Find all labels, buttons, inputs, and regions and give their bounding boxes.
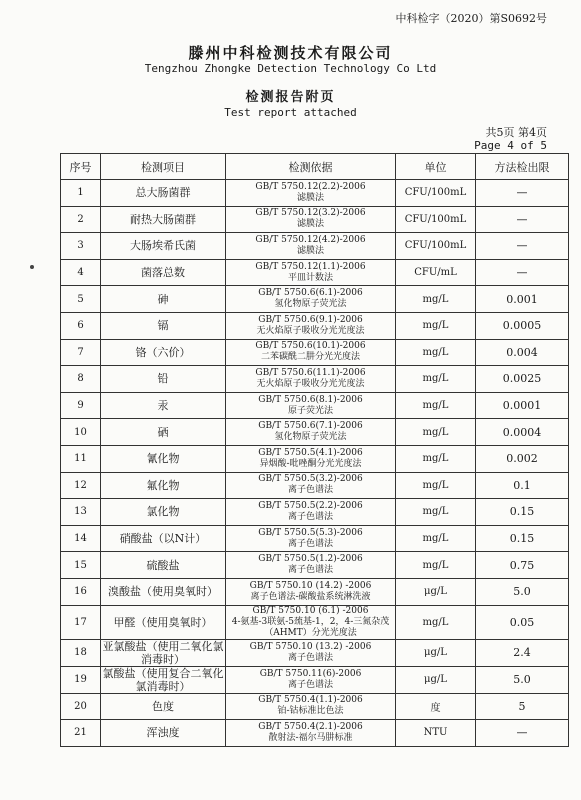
unit: mg/L	[396, 286, 476, 313]
detection-limit: 0.0025	[476, 366, 569, 393]
test-basis	[226, 286, 396, 313]
header-basis: 检测依据	[226, 154, 396, 180]
test-item: 耐热大肠菌群	[101, 206, 226, 233]
standard-code: GB/T 5750.5(2.2)-2006	[258, 500, 363, 511]
test-item: 硫酸盐	[101, 552, 226, 579]
detection-limit: 5.0	[476, 666, 569, 693]
test-basis	[226, 366, 396, 393]
header-item: 检测项目	[101, 154, 226, 180]
method-name: 平皿计数法	[287, 272, 333, 283]
detection-limit: 0.001	[476, 286, 569, 313]
row-number: 5	[61, 286, 101, 313]
method-name: 滤膜法	[296, 219, 324, 230]
test-basis	[226, 180, 396, 207]
method-name: 异烟酸-吡唑酮分光光度法	[259, 458, 362, 469]
row-number: 21	[61, 720, 101, 747]
row-number: 1	[61, 180, 101, 207]
method-name: 离子色谱法-碳酸盐系统淋洗液	[250, 591, 371, 602]
method-name: 离子色谱法	[287, 565, 333, 576]
row-number: 20	[61, 693, 101, 720]
standard-code: GB/T 5750.12(1.1)-2006	[255, 261, 366, 272]
table-row	[61, 233, 569, 260]
test-basis	[226, 552, 396, 579]
row-number: 16	[61, 578, 101, 605]
standard-code: GB/T 5750.4(1.1)-2006	[258, 695, 363, 706]
detection-limit: —	[476, 259, 569, 286]
standard-code: GB/T 5750.6(10.1)-2006	[255, 341, 366, 352]
unit: 度	[396, 693, 476, 720]
standard-code: GB/T 5750.6(9.1)-2006	[258, 314, 363, 325]
method-name: 离子色谱法	[287, 485, 333, 496]
detection-limit: 0.0001	[476, 392, 569, 419]
standard-code: GB/T 5750.5(3.2)-2006	[258, 474, 363, 485]
header-seq: 序号	[61, 154, 101, 180]
unit: mg/L	[396, 339, 476, 366]
row-number: 8	[61, 366, 101, 393]
test-item: 浑浊度	[101, 720, 226, 747]
test-basis	[226, 419, 396, 446]
row-number: 7	[61, 339, 101, 366]
unit: CFU/mL	[396, 259, 476, 286]
unit: mg/L	[396, 366, 476, 393]
table-row	[61, 578, 569, 605]
test-item: 色度	[101, 693, 226, 720]
method-name: 滤膜法	[296, 192, 324, 203]
detection-limit: 0.15	[476, 499, 569, 526]
test-basis	[226, 525, 396, 552]
standard-code: GB/T 5750.5(1.2)-2006	[258, 554, 363, 565]
table-row	[61, 445, 569, 472]
test-basis	[226, 339, 396, 366]
row-number: 11	[61, 445, 101, 472]
standard-code: GB/T 5750.12(2.2)-2006	[255, 181, 366, 192]
row-number: 9	[61, 392, 101, 419]
detection-limit: 0.1	[476, 472, 569, 499]
table-row	[61, 206, 569, 233]
unit: CFU/100mL	[396, 206, 476, 233]
unit: mg/L	[396, 552, 476, 579]
detection-limit: 2.4	[476, 639, 569, 666]
standard-code: GB/T 5750.12(4.2)-2006	[255, 234, 366, 245]
test-item: 砷	[101, 286, 226, 313]
unit: mg/L	[396, 419, 476, 446]
table-row	[61, 693, 569, 720]
detection-limit: 0.0004	[476, 419, 569, 446]
unit: NTU	[396, 720, 476, 747]
test-item: 氯化物	[101, 499, 226, 526]
row-number: 17	[61, 605, 101, 639]
unit: mg/L	[396, 499, 476, 526]
unit: mg/L	[396, 605, 476, 639]
standard-code: GB/T 5750.10 (13.2) -2006	[249, 641, 372, 652]
test-item: 铅	[101, 366, 226, 393]
test-item: 甲醛（使用臭氧时）	[101, 605, 226, 639]
table-row	[61, 312, 569, 339]
test-item: 溴酸盐（使用臭氧时）	[101, 578, 226, 605]
detection-limit: —	[476, 180, 569, 207]
test-results-table	[60, 153, 569, 747]
table-row	[61, 525, 569, 552]
standard-code: GB/T 5750.6(6.1)-2006	[258, 288, 363, 299]
method-name: 无火焰原子吸收分光光度法	[256, 325, 365, 336]
test-basis	[226, 312, 396, 339]
standard-code: GB/T 5750.10 (14.2) -2006	[249, 580, 372, 591]
table-row	[61, 720, 569, 747]
test-item: 氯酸盐（使用复合二氧化氯消毒时）	[102, 666, 224, 693]
test-basis	[226, 639, 396, 666]
test-item: 硒	[101, 419, 226, 446]
table-header-row	[61, 154, 569, 180]
unit: μg/L	[396, 666, 476, 693]
table-row	[61, 259, 569, 286]
table-row	[61, 419, 569, 446]
table-row	[61, 639, 569, 666]
test-item: 氟化物	[101, 472, 226, 499]
unit: CFU/100mL	[396, 180, 476, 207]
test-basis	[226, 206, 396, 233]
table-body	[61, 180, 569, 747]
table-row	[61, 472, 569, 499]
test-basis	[226, 259, 396, 286]
row-number: 19	[61, 666, 101, 693]
table-row	[61, 180, 569, 207]
row-number: 18	[61, 639, 101, 666]
test-item: 铬（六价）	[101, 339, 226, 366]
detection-limit: 0.004	[476, 339, 569, 366]
test-item: 汞	[101, 392, 226, 419]
test-basis	[226, 693, 396, 720]
method-name: 无火焰原子吸收分光光度法	[256, 378, 365, 389]
test-basis	[226, 720, 396, 747]
row-number: 4	[61, 259, 101, 286]
report-number: 中科检字（2020）第S0692号	[395, 12, 547, 25]
test-basis	[226, 666, 396, 693]
test-basis	[226, 392, 396, 419]
scan-speck	[30, 265, 34, 269]
method-name: 离子色谱法	[287, 538, 333, 549]
method-name: 4-氨基-3联氨-5巯基-1，2，4-三氮杂茂（AHMT）分光光度法	[231, 616, 390, 638]
detection-limit: —	[476, 233, 569, 260]
row-number: 14	[61, 525, 101, 552]
test-item: 硝酸盐（以N计）	[101, 525, 226, 552]
table-row	[61, 286, 569, 313]
standard-code: GB/T 5750.5(4.1)-2006	[258, 447, 363, 458]
unit: mg/L	[396, 312, 476, 339]
attached-title-cn: 检测报告附页	[245, 90, 336, 105]
test-basis	[226, 445, 396, 472]
standard-code: GB/T 5750.6(11.1)-2006	[255, 367, 366, 378]
test-item: 镉	[101, 312, 226, 339]
table-row	[61, 666, 569, 693]
method-name: 离子色谱法	[287, 652, 333, 663]
detection-limit: 5	[476, 693, 569, 720]
company-name-cn: 滕州中科检测技术有限公司	[188, 44, 393, 62]
table-row	[61, 499, 569, 526]
unit: mg/L	[396, 392, 476, 419]
row-number: 2	[61, 206, 101, 233]
test-item: 菌落总数	[101, 259, 226, 286]
method-name: 铂-钴标准比色法	[277, 706, 344, 717]
table-row	[61, 605, 569, 639]
table-row	[61, 366, 569, 393]
method-name: 散射法-福尔马肼标准	[268, 732, 353, 743]
test-basis	[226, 499, 396, 526]
row-number: 15	[61, 552, 101, 579]
detection-limit: 5.0	[476, 578, 569, 605]
detection-limit: 0.15	[476, 525, 569, 552]
unit: mg/L	[396, 525, 476, 552]
method-name: 二苯碳酰二肼分光光度法	[260, 352, 360, 363]
standard-code: GB/T 5750.6(8.1)-2006	[258, 394, 363, 405]
row-number: 12	[61, 472, 101, 499]
method-name: 滤膜法	[296, 245, 324, 256]
unit: μg/L	[396, 578, 476, 605]
method-name: 离子色谱法	[287, 679, 333, 690]
row-number: 13	[61, 499, 101, 526]
method-name: 离子色谱法	[287, 511, 333, 522]
method-name: 氢化物原子荧光法	[274, 299, 347, 310]
unit: μg/L	[396, 639, 476, 666]
standard-code: GB/T 5750.4(2.1)-2006	[258, 721, 363, 732]
detection-limit: 0.002	[476, 445, 569, 472]
unit: CFU/100mL	[396, 233, 476, 260]
company-name-en: Tengzhou Zhongke Detection Technology Co Ltd	[144, 62, 437, 75]
standard-code: GB/T 5750.10 (6.1) -2006	[252, 605, 369, 616]
test-basis	[226, 605, 396, 639]
method-name: 氢化物原子荧光法	[274, 432, 347, 443]
row-number: 3	[61, 233, 101, 260]
detection-limit: —	[476, 720, 569, 747]
standard-code: GB/T 5750.12(3.2)-2006	[255, 208, 366, 219]
detection-limit: 0.0005	[476, 312, 569, 339]
header-unit: 单位	[396, 154, 476, 180]
detection-limit: 0.75	[476, 552, 569, 579]
test-basis	[226, 472, 396, 499]
standard-code: GB/T 5750.5(5.3)-2006	[258, 527, 363, 538]
test-item: 大肠埃希氏菌	[101, 233, 226, 260]
test-item: 氰化物	[101, 445, 226, 472]
unit: mg/L	[396, 445, 476, 472]
row-number: 6	[61, 312, 101, 339]
test-basis	[226, 578, 396, 605]
method-name: 原子荧光法	[287, 405, 333, 416]
table-row	[61, 552, 569, 579]
page-count-en: Page 4 of 5	[474, 139, 547, 152]
table-row	[61, 392, 569, 419]
unit: mg/L	[396, 472, 476, 499]
test-basis	[226, 233, 396, 260]
table-row	[61, 339, 569, 366]
attached-title-en: Test report attached	[224, 106, 357, 119]
test-item: 亚氯酸盐（使用二氧化氯消毒时）	[102, 639, 224, 666]
detection-limit: —	[476, 206, 569, 233]
row-number: 10	[61, 419, 101, 446]
standard-code: GB/T 5750.6(7.1)-2006	[258, 421, 363, 432]
standard-code: GB/T 5750.11(6)-2006	[259, 668, 362, 679]
header-limit: 方法检出限	[476, 154, 569, 180]
page-count-cn: 共5页 第4页	[485, 126, 547, 139]
detection-limit: 0.05	[476, 605, 569, 639]
test-item: 总大肠菌群	[101, 180, 226, 207]
